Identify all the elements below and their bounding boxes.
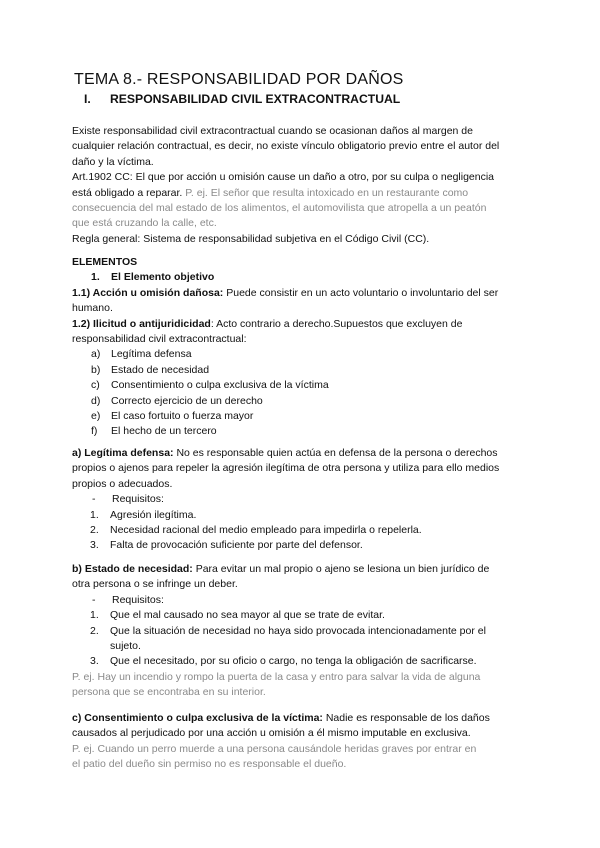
list-continuation: sujeto. [110, 640, 141, 653]
text-line: otra persona o se infringe un deber. [72, 578, 238, 591]
list-item [72, 394, 532, 409]
list-marker: c) [91, 379, 100, 392]
list-marker: 2. [90, 624, 99, 637]
elemento-objetivo [72, 270, 532, 285]
list-marker: a) [91, 348, 101, 361]
estado-necesidad-block [72, 562, 532, 701]
list-text: El Elemento objetivo [111, 271, 215, 284]
list-item [72, 409, 532, 424]
list-marker: f) [91, 425, 98, 438]
example-line: que está cruzando la calle, etc. [72, 217, 217, 230]
text-span: Nadie es responsable de los daños [322, 712, 490, 724]
list-item [72, 508, 532, 523]
text-span: Para evitar un mal propio o ajeno se lesiona un bien jurídico de [192, 563, 490, 575]
section-title: RESPONSABILIDAD CIVIL EXTRACONTRACTUAL [110, 92, 401, 106]
requisitos-item [72, 492, 532, 507]
legitima-defensa-block [72, 446, 532, 554]
list-marker: 1. [90, 508, 99, 521]
list-marker: 1. [91, 271, 100, 284]
text-line: propios o ajenos para repeler la agresión ilegítima de otra persona y utiliza para ello medios [72, 462, 500, 475]
text-span: Puede consistir en un acto voluntario o involuntario del ser [223, 286, 499, 299]
list-text: Que el necesitado, por su oficio o cargo, no tenga la obligación de sacrificarse. [110, 655, 477, 668]
list-item [72, 608, 532, 623]
list-text: Agresión ilegítima. [110, 508, 197, 521]
list-item [72, 538, 532, 553]
list-text: Necesidad racional del medio empleado para impedirla o repelerla. [110, 524, 422, 537]
list-text: Consentimiento o culpa exclusiva de la víctima [111, 379, 329, 392]
list-marker: d) [91, 394, 101, 407]
list-marker: b) [91, 363, 101, 376]
section-heading [84, 92, 400, 106]
text-line: causados al perjudicado por una acción u omisión a él mismo imputable en exclusiva. [72, 727, 471, 740]
list-item [72, 624, 532, 639]
list-item [72, 523, 532, 538]
ilicitud-label: 1.2) Ilicitud o antijuridicidad [72, 317, 211, 330]
list-item [72, 363, 532, 378]
text-line: daño y la víctima. [72, 155, 154, 168]
necesidad-label: b) Estado de necesidad: [72, 563, 193, 575]
text-line: Existe responsabilidad civil extracontractual cuando se ocasionan daños al margen de [72, 125, 473, 137]
list-text: Correcto ejercicio de un derecho [111, 394, 263, 407]
list-item [72, 654, 532, 669]
example-line: P. ej. Hay un incendio y rompo la puerta de la casa y entro para salvar la vida de alguna [72, 670, 481, 683]
list-marker: 1. [90, 609, 99, 622]
section-number: I. [84, 92, 91, 106]
text-line [72, 186, 532, 201]
accion-paragraph [72, 286, 532, 301]
list-marker: - [92, 593, 96, 606]
list-text: Estado de necesidad [111, 363, 210, 376]
list-text: El caso fortuito o fuerza mayor [111, 410, 254, 423]
text-line: Art.1902 CC: El que por acción u omisión cause un daño a otro, por su culpa o negligencia [72, 171, 495, 184]
text-span: está obligado a reparar. [72, 186, 186, 199]
supuestos-list [72, 347, 532, 439]
consentimiento-block [72, 711, 532, 773]
list-item [72, 424, 532, 439]
text-line [72, 446, 532, 461]
requisitos-item [72, 593, 532, 608]
text-span: : Acto contrario a derecho.Supuestos que excluyen de [210, 317, 463, 330]
elementos-block [72, 255, 532, 440]
example-text: P. ej. El señor que resulta intoxicado en un restaurante como [185, 186, 469, 199]
example-line: el patio del dueño sin permiso no es responsable el dueño. [72, 758, 347, 771]
list-marker: 2. [90, 524, 99, 537]
list-marker: 3. [90, 539, 99, 552]
example-line: persona que se encontraba en su interior. [72, 686, 266, 699]
ilicitud-paragraph [72, 317, 532, 332]
example-line: P. ej. Cuando un perro muerde a una persona causándole heridas graves por entrar en [72, 742, 477, 755]
text-line: responsabilidad civil extracontractual: [72, 333, 247, 346]
page-title: TEMA 8.- RESPONSABILIDAD POR DAÑOS [74, 71, 404, 88]
list-text: Legítima defensa [111, 348, 192, 361]
list-text: Requisitos: [112, 593, 164, 606]
list-text: El hecho de un tercero [111, 425, 217, 438]
text-line: cualquier relación contractual, es decir, no existe vínculo obligatorio previo entre el autor del [72, 140, 500, 153]
text-line: humano. [72, 302, 113, 315]
text-line: propios o adecuados. [72, 477, 173, 490]
list-item [72, 378, 532, 393]
legitima-label: a) Legítima defensa: [72, 447, 174, 459]
text-line [72, 711, 532, 726]
example-line: consecuencia del mal estado de los alimentos, el automovilista que atropella a un peatón [72, 202, 487, 215]
list-marker: 3. [90, 655, 99, 668]
intro-paragraph [72, 124, 532, 247]
accion-label: 1.1) Acción u omisión dañosa: [72, 286, 224, 299]
regla-general: Regla general: Sistema de responsabilidad subjetiva en el Código Civil (CC). [72, 232, 430, 245]
list-marker: - [92, 493, 96, 506]
list-marker: e) [91, 410, 101, 423]
list-item [72, 347, 532, 362]
elementos-heading: ELEMENTOS [72, 256, 138, 268]
text-line [72, 562, 532, 577]
text-span: No es responsable quien actúa en defensa de la persona o derechos [173, 447, 498, 459]
list-text: Que el mal causado no sea mayor al que se trate de evitar. [110, 609, 385, 622]
list-text: Que la situación de necesidad no haya sido provocada intencionadamente por el [110, 624, 486, 637]
list-text: Requisitos: [112, 493, 164, 506]
consentimiento-label: c) Consentimiento o culpa exclusiva de la víctima: [72, 712, 323, 724]
list-text: Falta de provocación suficiente por parte del defensor. [110, 539, 363, 552]
